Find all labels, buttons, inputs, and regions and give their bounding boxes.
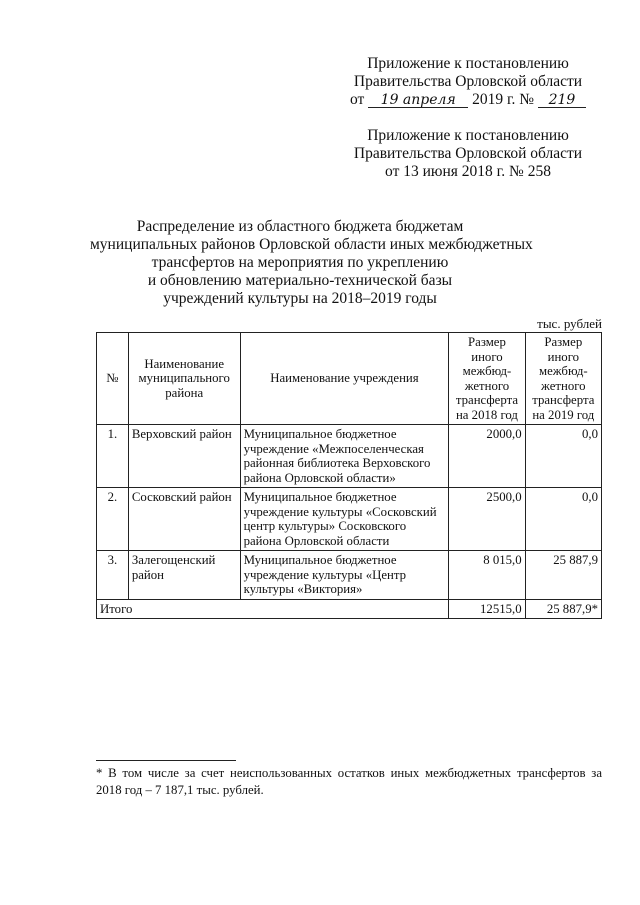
table-row [97, 425, 602, 488]
row-2019: 0,0 [525, 488, 601, 551]
handwritten-number: 219 [538, 93, 586, 108]
row-2018: 2500,0 [449, 488, 525, 551]
title-line: и обновлению материально-технической базы [147, 272, 453, 289]
row-2018: 8 015,0 [449, 551, 525, 600]
unit-label: тыс. рублей [537, 316, 602, 331]
row-institution: Муниципальное бюджетное учреждение «Межпоселенческая районная библиотека Верховского района Орловской области» [240, 425, 449, 488]
row-2018: 2000,0 [449, 425, 525, 488]
title-line: учреждений культуры на 2018–2019 годы [163, 290, 437, 307]
appendix-header-original [348, 127, 588, 181]
header-line: Приложение к постановлению [367, 55, 569, 72]
distribution-table [96, 332, 602, 619]
table-row [97, 488, 602, 551]
header-line: от 13 июня 2018 г. № 258 [385, 163, 551, 180]
document-title [90, 218, 533, 308]
header-district: Наименование муниципального района [128, 333, 240, 425]
total-2019: 25 887,9* [525, 599, 601, 619]
header-institution: Наименование учреждения [240, 333, 449, 425]
row-district: Верховский район [128, 425, 240, 488]
row-2019: 0,0 [525, 425, 601, 488]
header-2018: Размер иного межбюд-жетного трансферта на 2018 год [449, 333, 525, 425]
total-label: Итого [97, 599, 449, 619]
header-2019: Размер иного межбюд-жетного трансферта на 2019 год [525, 333, 601, 425]
header-line: Приложение к постановлению [367, 127, 569, 144]
row-2019: 25 887,9 [525, 551, 601, 600]
table-row [97, 551, 602, 600]
header-line: Правительства Орловской области [353, 73, 583, 90]
row-district: Залегощенский район [128, 551, 240, 600]
header-num: № [97, 333, 129, 425]
row-district: Сосковский район [128, 488, 240, 551]
header-date-line [348, 91, 588, 109]
title-line: трансфертов на мероприятия по укреплению [151, 254, 449, 271]
handwritten-date: 19 апреля [368, 93, 468, 108]
date-prefix: от [350, 91, 365, 108]
footnote-text: * В том числе за счет неиспользованных остатков иных межбюджетных трансфертов за 2018 год – 7 187,1 тыс. рублей. [96, 766, 602, 797]
title-line: муниципальных районов Орловской области иных межбюджетных [90, 236, 533, 253]
header-line: Правительства Орловской области [353, 145, 583, 162]
footnote-separator [96, 760, 236, 761]
row-num: 2. [97, 488, 129, 551]
footnote [96, 765, 602, 799]
row-institution: Муниципальное бюджетное учреждение культуры «Центр культуры «Виктория» [240, 551, 449, 600]
row-num: 3. [97, 551, 129, 600]
row-num: 1. [97, 425, 129, 488]
table-header-row [97, 333, 602, 425]
row-institution: Муниципальное бюджетное учреждение культуры «Сосковский центр культуры» Сосковского района Орловской области [240, 488, 449, 551]
year-text: 2019 г. № [472, 91, 535, 108]
total-2018: 12515,0 [449, 599, 525, 619]
title-line: Распределение из областного бюджета бюджетам [136, 218, 464, 235]
appendix-header-current [348, 55, 588, 109]
table-total-row [97, 599, 602, 619]
